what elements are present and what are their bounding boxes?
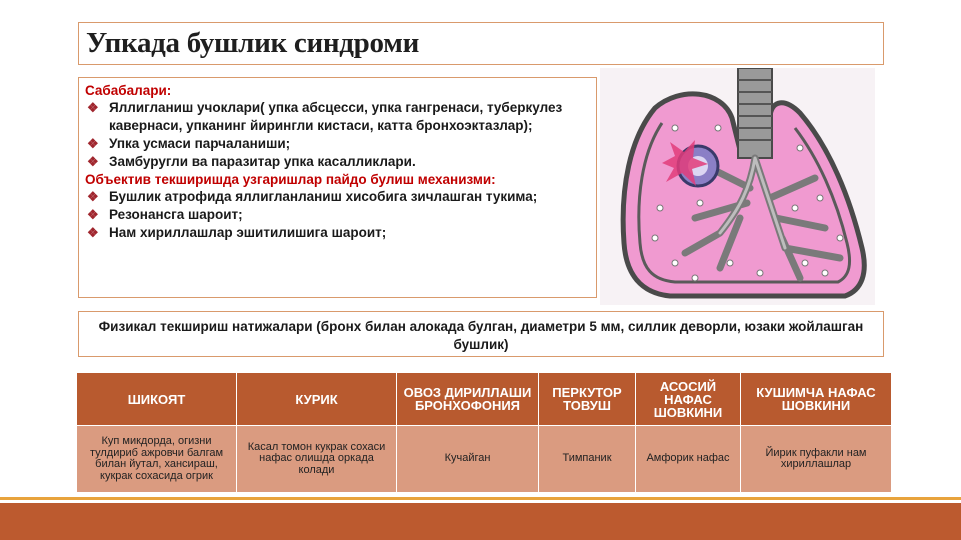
table-cell: Кучайган [397,426,539,493]
diamond-bullet-icon: ❖ [87,189,99,204]
causes-list [85,99,590,171]
findings-box [78,311,884,357]
causes-header: Сабабалари: [85,83,172,98]
list-item: ❖ Нам хириллашлар эшитилишига шароит; [87,225,387,240]
diamond-bullet-icon: ❖ [87,100,99,115]
list-item: ❖ Упка усмаси парчаланиши; [87,136,291,151]
title-box [78,22,884,65]
list-item: ❖ Замбуругли ва паразитар упка касалликлари. [87,154,416,169]
slide-title: Упкада бушлик синдроми [86,27,420,59]
findings-text: Физикал текшириш натижалари (бронх билан алокада булган, диаметри 5 мм, силлик деворли, юзаки жойлашган бушлик) [98,319,864,352]
diamond-bullet-icon: ❖ [87,225,99,240]
footer-bar [0,503,961,540]
list-item: ❖ Бушлик атрофида яллигланланиш хисобига зичлашган тукима; [87,189,538,204]
diamond-bullet-icon: ❖ [87,136,99,151]
footer-divider [0,497,961,500]
list-item: ❖ Яллигланиш учоклари( упка абсцесси, упка гангренаси, туберкулез кавернаси, упканинг йирингли кистаси, катта бронхоэктазлар); [87,100,563,133]
table-header-row [77,373,892,426]
table-cell: Тимпаник [539,426,636,493]
column-header: АСОСИЙ НАФАС ШОВКИНИ [636,373,741,426]
table-row [77,426,892,493]
lung-cavity-illustration-icon [600,68,875,305]
table-cell: Куп микдорда, огизни тулдириб ажровчи балгам билан йутал, хансираш, кукрак сохасида огрик [77,426,237,493]
findings-table [76,372,892,493]
mechanism-list [85,188,590,242]
table-cell: Йирик пуфакли нам хириллашлар [741,426,892,493]
diamond-bullet-icon: ❖ [87,207,99,222]
table-cell: Амфорик нафас [636,426,741,493]
table-cell: Касал томон кукрак сохаси нафас олишда оркада колади [237,426,397,493]
causes-box [78,77,597,298]
list-item: ❖ Резонансга шароит; [87,207,243,222]
column-header: ПЕРКУТОР ТОВУШ [539,373,636,426]
column-header: КУРИК [237,373,397,426]
column-header: ШИКОЯТ [77,373,237,426]
diamond-bullet-icon: ❖ [87,154,99,169]
column-header: ОВОЗ ДИРИЛЛАШИ БРОНХОФОНИЯ [397,373,539,426]
mechanism-header: Объектив текширишда узгаришлар пайдо булиш механизми: [85,172,496,187]
column-header: КУШИМЧА НАФАС ШОВКИНИ [741,373,892,426]
